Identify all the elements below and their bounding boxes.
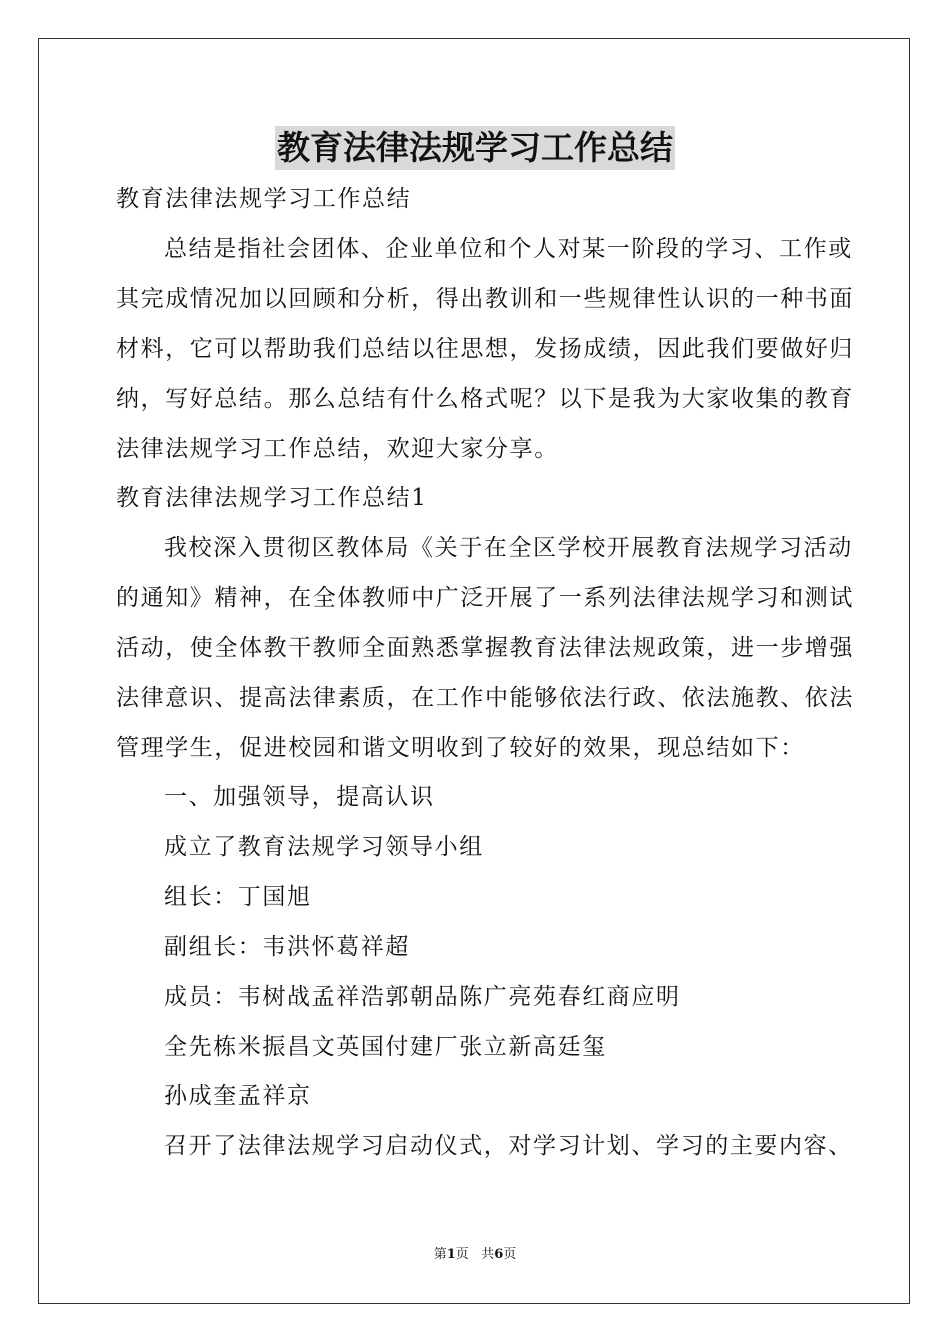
page-total: 6 (494, 1247, 504, 1262)
body-line: 我校深入贯彻区教体局《关于在全区学校开展教育法规学习活动 (164, 535, 853, 561)
section-heading: 教育法律法规学习工作总结1 (116, 485, 428, 511)
page-suffix: 页 (455, 1247, 469, 1262)
body-line: 成立了教育法规学习领导小组 (164, 834, 484, 860)
body-line: 总结是指社会团体、企业单位和个人对某一阶段的学习、工作或 (164, 236, 853, 262)
page-border (38, 38, 910, 1304)
body-line: 召开了法律法规学习启动仪式，对学习计划、学习的主要内容、 (164, 1133, 853, 1159)
body-line: 孙成奎孟祥京 (164, 1083, 312, 1109)
body-line: 材料，它可以帮助我们总结以往思想，发扬成绩，因此我们要做好归 (116, 336, 854, 362)
body-line: 法律法规学习工作总结，欢迎大家分享。 (116, 436, 559, 462)
body-line: 法律意识、提高法律素质，在工作中能够依法行政、依法施教、依法 (116, 685, 854, 711)
body-line: 纳，写好总结。那么总结有什么格式呢？以下是我为大家收集的教育 (116, 386, 854, 412)
total-suffix: 页 (503, 1247, 517, 1262)
page-footer (0, 1246, 950, 1264)
body-line: 活动，使全体教干教师全面熟悉掌握教育法律法规政策，进一步增强 (116, 635, 854, 661)
body-line: 全先栋米振昌文英国付建厂张立新高廷玺 (164, 1034, 607, 1060)
body-line: 组长：丁国旭 (164, 884, 312, 910)
body-line: 管理学生，促进校园和谐文明收到了较好的效果，现总结如下： (116, 735, 805, 761)
page-current: 1 (446, 1247, 456, 1262)
subsection-heading: 一、加强领导，提高认识 (164, 784, 435, 810)
body-line: 的通知》精神，在全体教师中广泛开展了一系列法律法规学习和测试 (116, 585, 854, 611)
subtitle-line: 教育法律法规学习工作总结 (116, 186, 412, 212)
body-line: 其完成情况加以回顾和分析，得出教训和一些规律性认识的一种书面 (116, 286, 854, 312)
body-line: 副组长：韦洪怀葛祥超 (164, 934, 410, 960)
page-prefix: 第 (433, 1247, 447, 1262)
document-title: 教育法律法规学习工作总结 (275, 126, 675, 170)
body-line: 成员：韦树战孟祥浩郭朝品陈广亮苑春红商应明 (164, 984, 681, 1010)
total-prefix: 共 (481, 1247, 495, 1262)
title-container (0, 126, 950, 170)
